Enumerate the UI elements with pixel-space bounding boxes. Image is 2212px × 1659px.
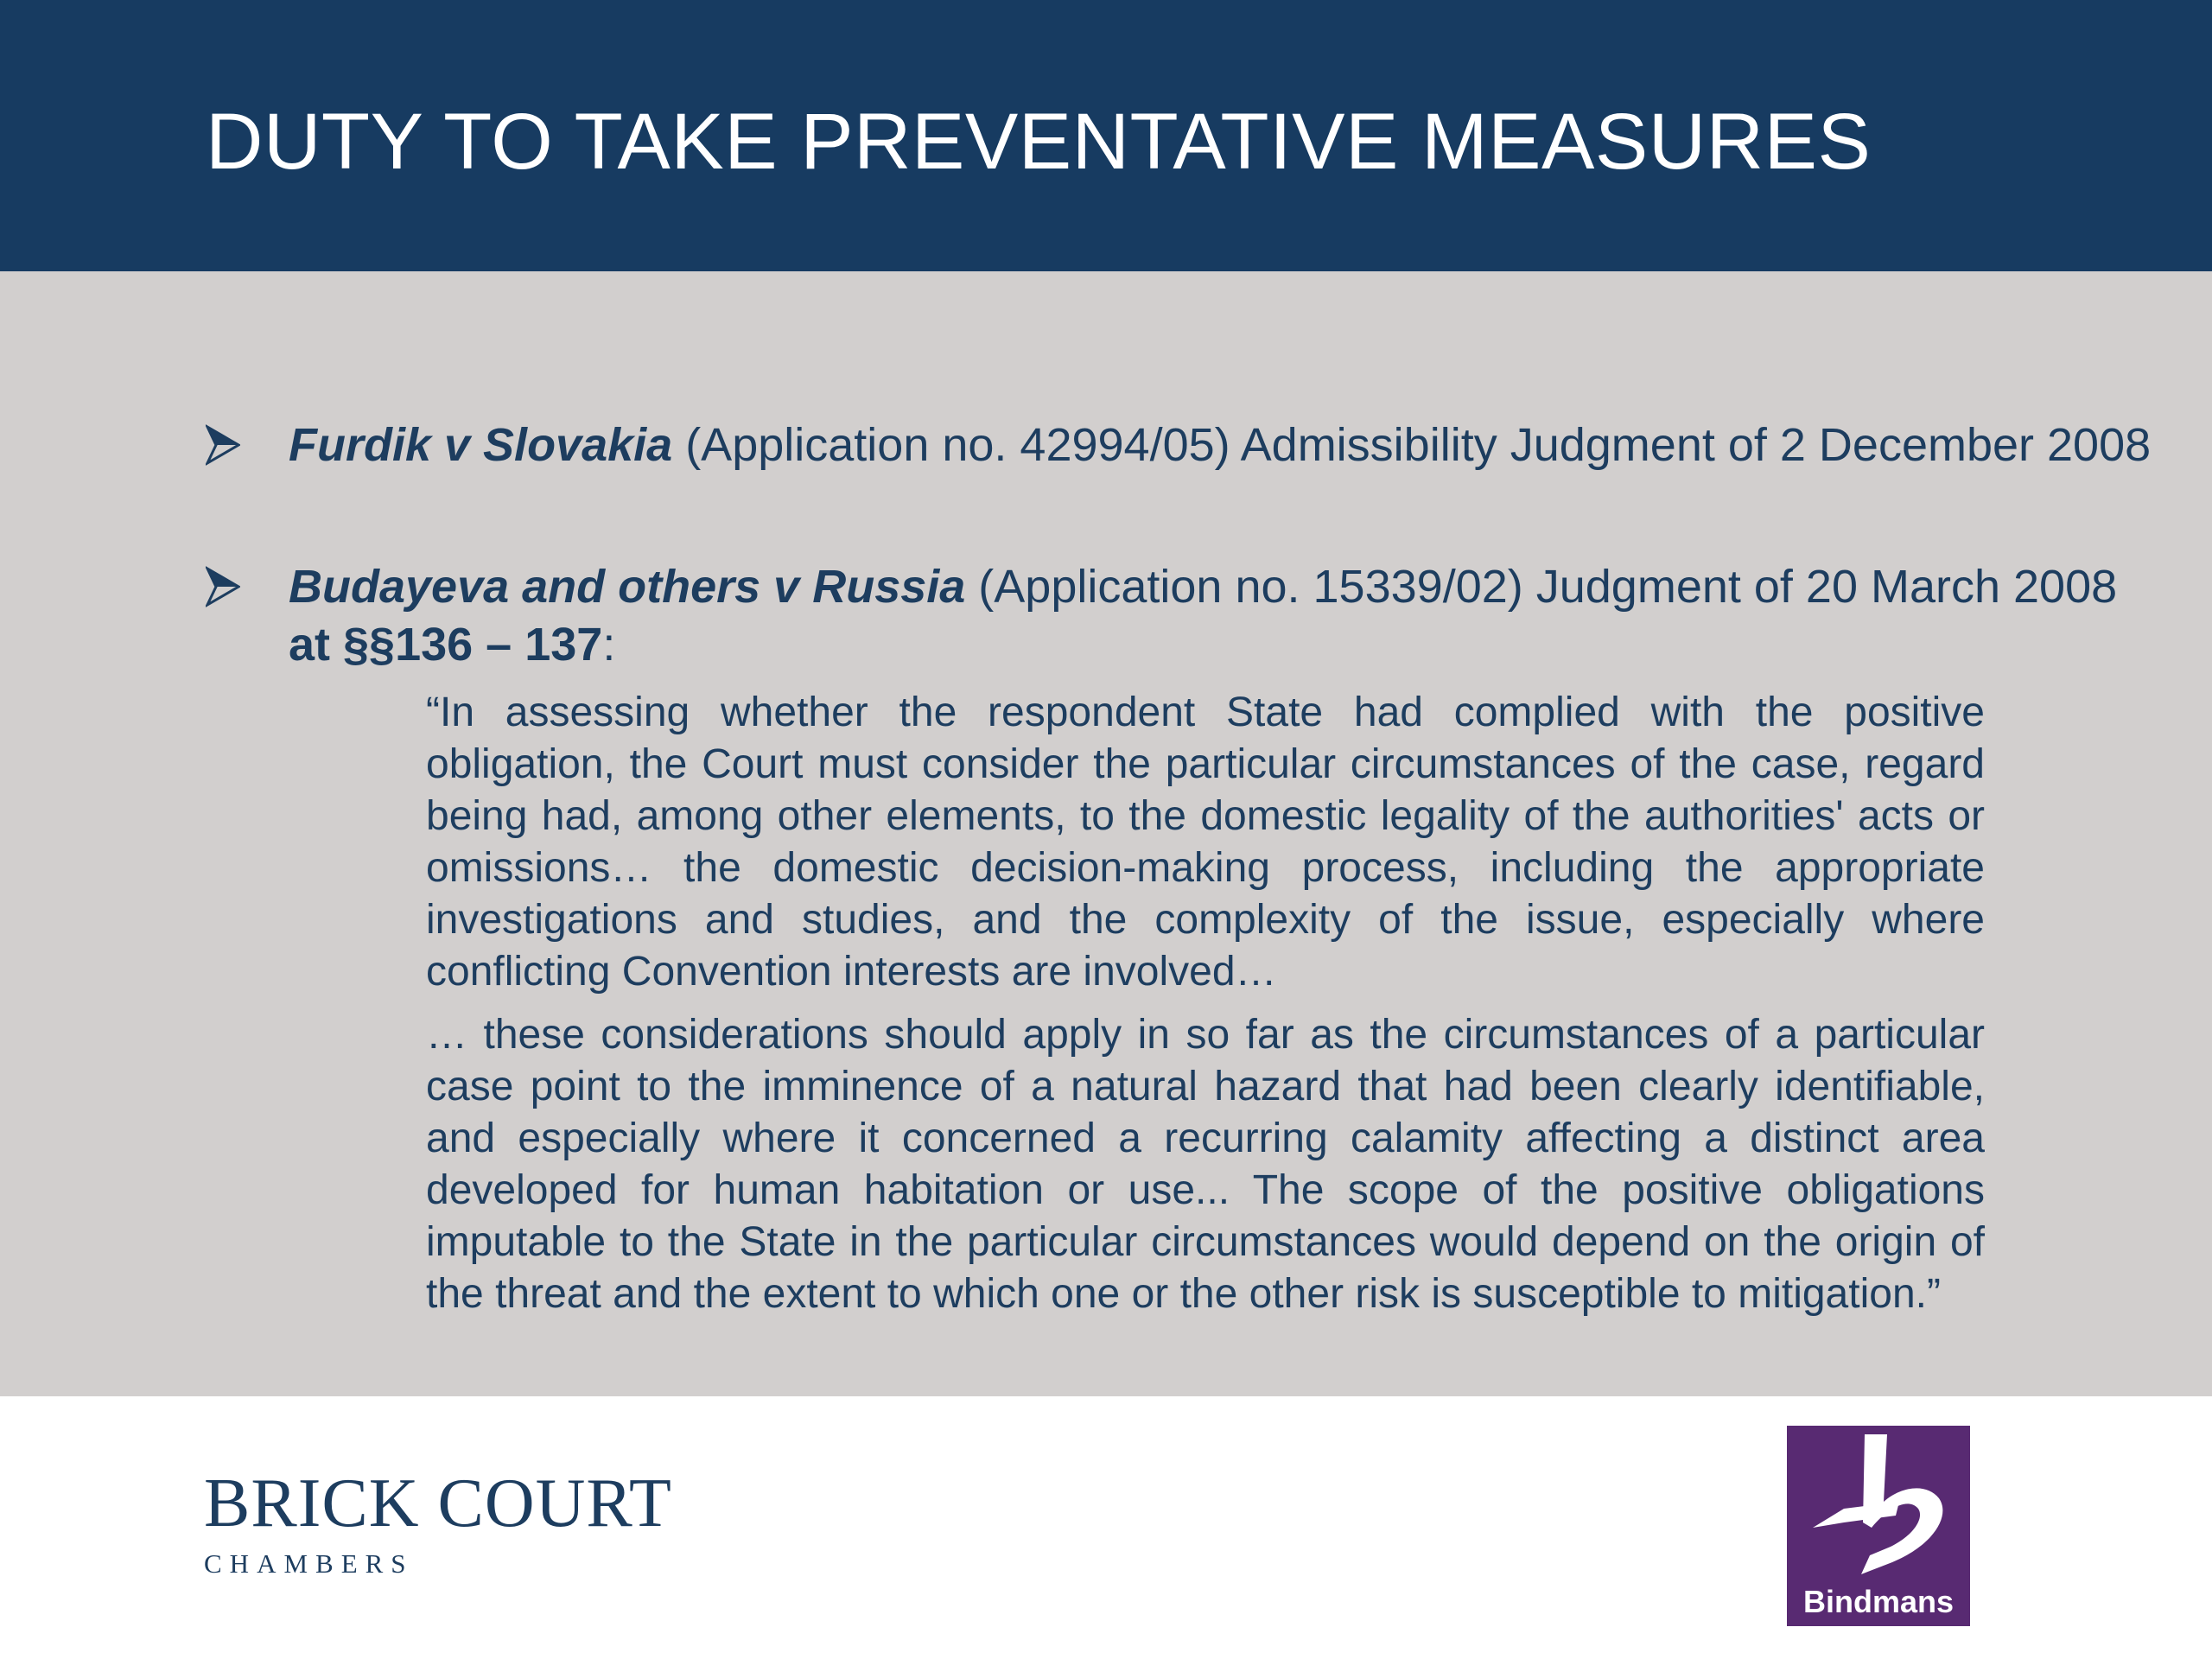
bullet-text [289,558,2164,674]
header-band [0,0,2212,271]
brick-court-sub-text: CHAMBERS [204,1548,414,1579]
bindmans-logo [1787,1426,1970,1626]
case-name: Budayeva and others v Russia [289,561,966,613]
pinpoint-reference: at §§136 – 137 [289,619,603,671]
case-name: Furdik v Slovakia [289,419,673,471]
bindmans-b-mark-icon [1787,1426,1970,1581]
quote-paragraph-1: “In assessing whether the respondent State had complied with the positive obligation, the Court must consider the particular circumstances of the case, regard being had, among other elements, to the domestic legality of the authorities' acts or omissions… the domestic decision-making process, including the appropriate investigations and studies, and the complexity of the issue, especially where conflicting Convention interests are involved… [426,690,1985,995]
arrowhead-bullet-icon [206,565,240,608]
trailing-colon: : [602,619,616,671]
quote-paragraph-2: … these considerations should apply in so far as the circumstances of a particular case point to the imminence of a natural hazard that had been clearly identifiable, and especially where it concerned a recurring calamity affecting a distinct area developed for human habitation or use... The scope of the positive obligations imputable to the State in the particular circumstances would depend on the origin of the threat and the extent to which one or the other risk is susceptible to mitigation.” [426,1012,1985,1317]
bindmans-label: Bindmans [1802,1584,1955,1619]
brick-court-main-text: BRICK COURT [204,1465,672,1541]
case-citation: (Application no. 15339/02) Judgment of 20 March 2008 [965,561,2118,613]
brick-court-logo [204,1465,672,1580]
arrowhead-bullet-icon [206,423,240,467]
slide-title: DUTY TO TAKE PREVENTATIVE MEASURES [206,98,1872,186]
case-citation: (Application no. 42994/05) Admissibility Judgment of 2 December 2008 [672,419,2152,471]
bullet-text [289,416,2164,474]
